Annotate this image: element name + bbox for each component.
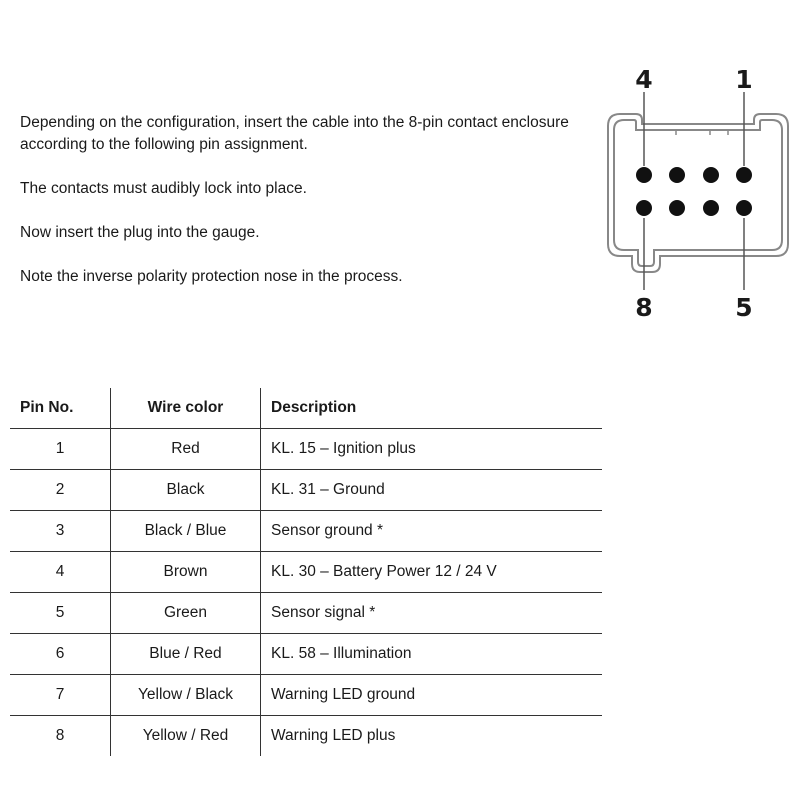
cell-pin-no: 6 [10,634,111,675]
pin-contact [669,200,685,216]
cell-description: KL. 15 – Ignition plus [261,429,603,470]
instruction-insert-plug: Now insert the plug into the gauge. [20,224,260,241]
pin-label-8: 8 [635,293,653,322]
pin-contact [736,167,752,183]
cell-pin-no: 2 [10,470,111,511]
pin-contact [669,167,685,183]
cell-wire-color: Brown [111,552,261,593]
table-row [10,429,602,470]
table-row [10,552,602,593]
header-pin-no: Pin No. [10,388,111,429]
connector-diagram [598,58,798,328]
cell-pin-no: 8 [55,727,65,744]
pin-contact [736,200,752,216]
cell-description: KL. 31 – Ground [261,470,603,511]
pin-label-1: 1 [735,65,753,94]
pin-contact [636,200,652,216]
header-description: Description [261,388,603,429]
table-row [10,675,602,716]
cell-wire-color: Blue / Red [111,634,261,675]
table-row [10,716,602,757]
instructions [20,112,590,310]
cell-description: Sensor ground * [261,511,603,552]
cell-pin-no: 3 [10,511,111,552]
pin-label-4: 4 [635,65,653,94]
cell-description: KL. 58 – Illumination [261,634,603,675]
cell-description: Warning LED ground [261,675,603,716]
table-header-row [10,388,602,429]
connector-housing-outer [608,114,788,272]
pin-assignment-table [10,388,602,756]
instruction-pin-assignment: Depending on the configuration, insert the cable into the 8-pin contact enclosure according to the following pin assignment. [20,114,569,153]
table-row [10,470,602,511]
cell-wire-color: Yellow / Red [111,716,261,757]
cell-description: KL. 30 – Battery Power 12 / 24 V [261,552,603,593]
instruction-polarity-nose: Note the inverse polarity protection nose in the process. [20,268,403,285]
cell-wire-color: Black [111,470,261,511]
cell-wire-color: Red [111,429,261,470]
pin-contact [703,200,719,216]
instruction-lock: The contacts must audibly lock into place. [20,180,307,197]
cell-pin-no: 5 [10,593,111,634]
cell-wire-color: Green [111,593,261,634]
table-row [10,511,602,552]
cell-pin-no: 4 [10,552,111,593]
cell-pin-no: 7 [10,675,111,716]
cell-description: Sensor signal * [261,593,603,634]
pin-label-5: 5 [735,293,753,322]
pin-contact [636,167,652,183]
cell-description: Warning LED plus [261,716,603,757]
connector-housing-inner [614,120,782,266]
cell-wire-color: Black / Blue [111,511,261,552]
table-row [10,634,602,675]
header-wire-color: Wire color [111,388,261,429]
cell-pin-no: 1 [10,429,111,470]
cell-wire-color: Yellow / Black [111,675,261,716]
pin-contact [703,167,719,183]
table-row [10,593,602,634]
